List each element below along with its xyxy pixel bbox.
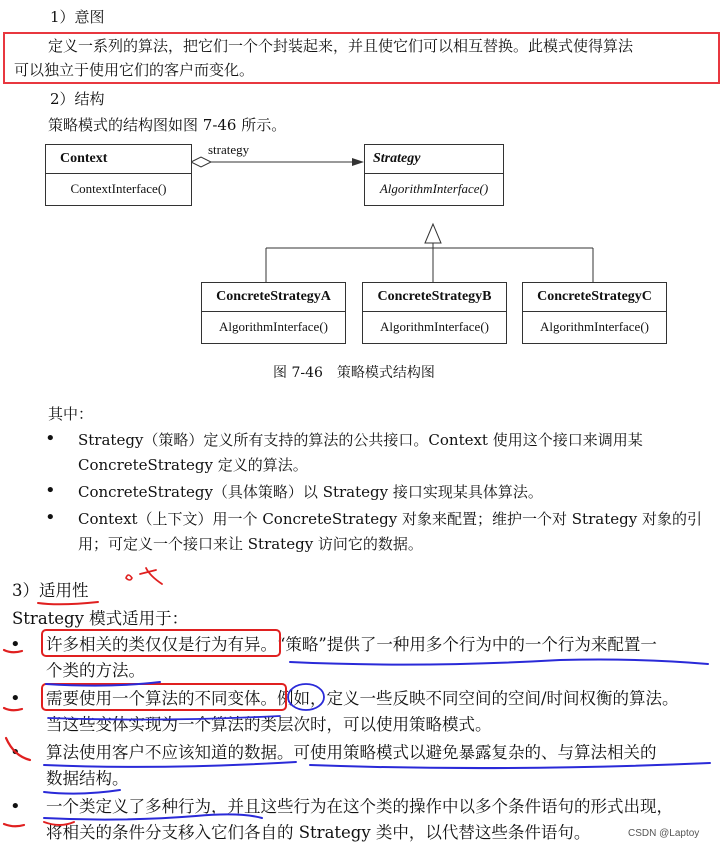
section-3-heading: 3）适用性 <box>12 581 89 600</box>
structure-intro: 策略模式的结构图如图 7-46 所示。 <box>48 116 287 134</box>
participant-1-line-2: ConcreteStrategy 定义的算法。 <box>78 456 308 474</box>
context-class-box <box>45 144 192 206</box>
concrete-strategy-b-op: AlgorithmInterface() <box>379 319 489 334</box>
participant-3-line-2: 用；可定义一个接口来让 Strategy 访问它的数据。 <box>78 535 423 553</box>
strategy-class-box <box>364 144 504 206</box>
bullet-dot: • <box>10 688 21 709</box>
handwritten-annotations <box>0 560 723 851</box>
applicability-4-line-1: 一个类定义了多种行为，并且这些行为在这个类的操作中以多个条件语句的形式出现， <box>46 797 673 816</box>
applicability-intro: Strategy 模式适用于： <box>12 609 189 628</box>
strategy-class-name: Strategy <box>365 145 503 174</box>
diagram-caption: 图 7-46 策略模式结构图 <box>273 365 435 381</box>
intent-line-1: 定义一系列的算法，把它们一个个封装起来，并且使它们可以相互替换。此模式使得算法 <box>48 37 634 55</box>
applicability-2-line-1: 需要使用一个算法的不同变体。例如，定义一些反映不同空间的空间/时间权衡的算法。 <box>46 689 679 708</box>
watermark: CSDN @Laptoy <box>628 828 700 839</box>
applicability-2-line-2: 当这些变体实现为一个算法的类层次时，可以使用策略模式。 <box>46 715 492 734</box>
bullet-dot: • <box>45 480 56 501</box>
participant-2-line-1: ConcreteStrategy（具体策略）以 Strategy 接口实现某具体算法。 <box>78 483 543 501</box>
concrete-strategy-a-op: AlgorithmInterface() <box>218 319 328 334</box>
bullet-dot: • <box>45 428 56 449</box>
applicability-1-line-2: 个类的方法。 <box>46 661 145 680</box>
bullet-dot: • <box>10 742 21 763</box>
intent-line-2: 可以独立于使用它们的客户而变化。 <box>14 61 255 79</box>
association-arrowhead <box>352 158 364 166</box>
strategy-class-op: AlgorithmInterface() <box>379 181 489 196</box>
participants-lead: 其中： <box>48 405 94 423</box>
concrete-strategy-a-name: ConcreteStrategyA <box>202 283 345 312</box>
context-class-op: ContextInterface() <box>70 181 167 196</box>
bullet-dot: • <box>10 634 21 655</box>
aggregation-diamond <box>191 157 211 167</box>
context-class-name: Context <box>46 145 191 174</box>
concrete-strategy-c-name: ConcreteStrategyC <box>523 283 666 312</box>
concrete-strategy-b-name: ConcreteStrategyB <box>363 283 506 312</box>
bullet-dot: • <box>45 507 56 528</box>
bullet-dot: • <box>10 796 21 817</box>
concrete-strategy-a-box <box>201 282 346 344</box>
participant-1-line-1: Strategy（策略）定义所有支持的算法的公共接口。Context 使用这个接口来调用某 <box>78 431 643 449</box>
participant-3-line-1: Context（上下文）用一个 ConcreteStrategy 对象来配置；维护一个对 Strategy 对象的引 <box>78 510 702 528</box>
section-2-heading: 2）结构 <box>50 90 105 108</box>
applicability-1-line-1: 许多相关的类仅仅是行为有异。“策略”提供了一种用多个行为中的一个行为来配置一 <box>46 635 657 654</box>
applicability-3-line-2: 数据结构。 <box>46 769 129 788</box>
concrete-strategy-c-box <box>522 282 667 344</box>
applicability-3-line-1: 算法使用客户不应该知道的数据。可使用策略模式以避免暴露复杂的、与算法相关的 <box>46 743 657 762</box>
association-label: strategy <box>208 142 250 157</box>
applicability-4-line-2: 将相关的条件分支移入它们各自的 Strategy 类中，以代替这些条件语句。 <box>46 823 591 842</box>
section-1-heading: 1）意图 <box>50 8 105 26</box>
concrete-strategy-b-box <box>362 282 507 344</box>
concrete-strategy-c-op: AlgorithmInterface() <box>539 319 649 334</box>
inheritance-triangle <box>425 224 441 243</box>
